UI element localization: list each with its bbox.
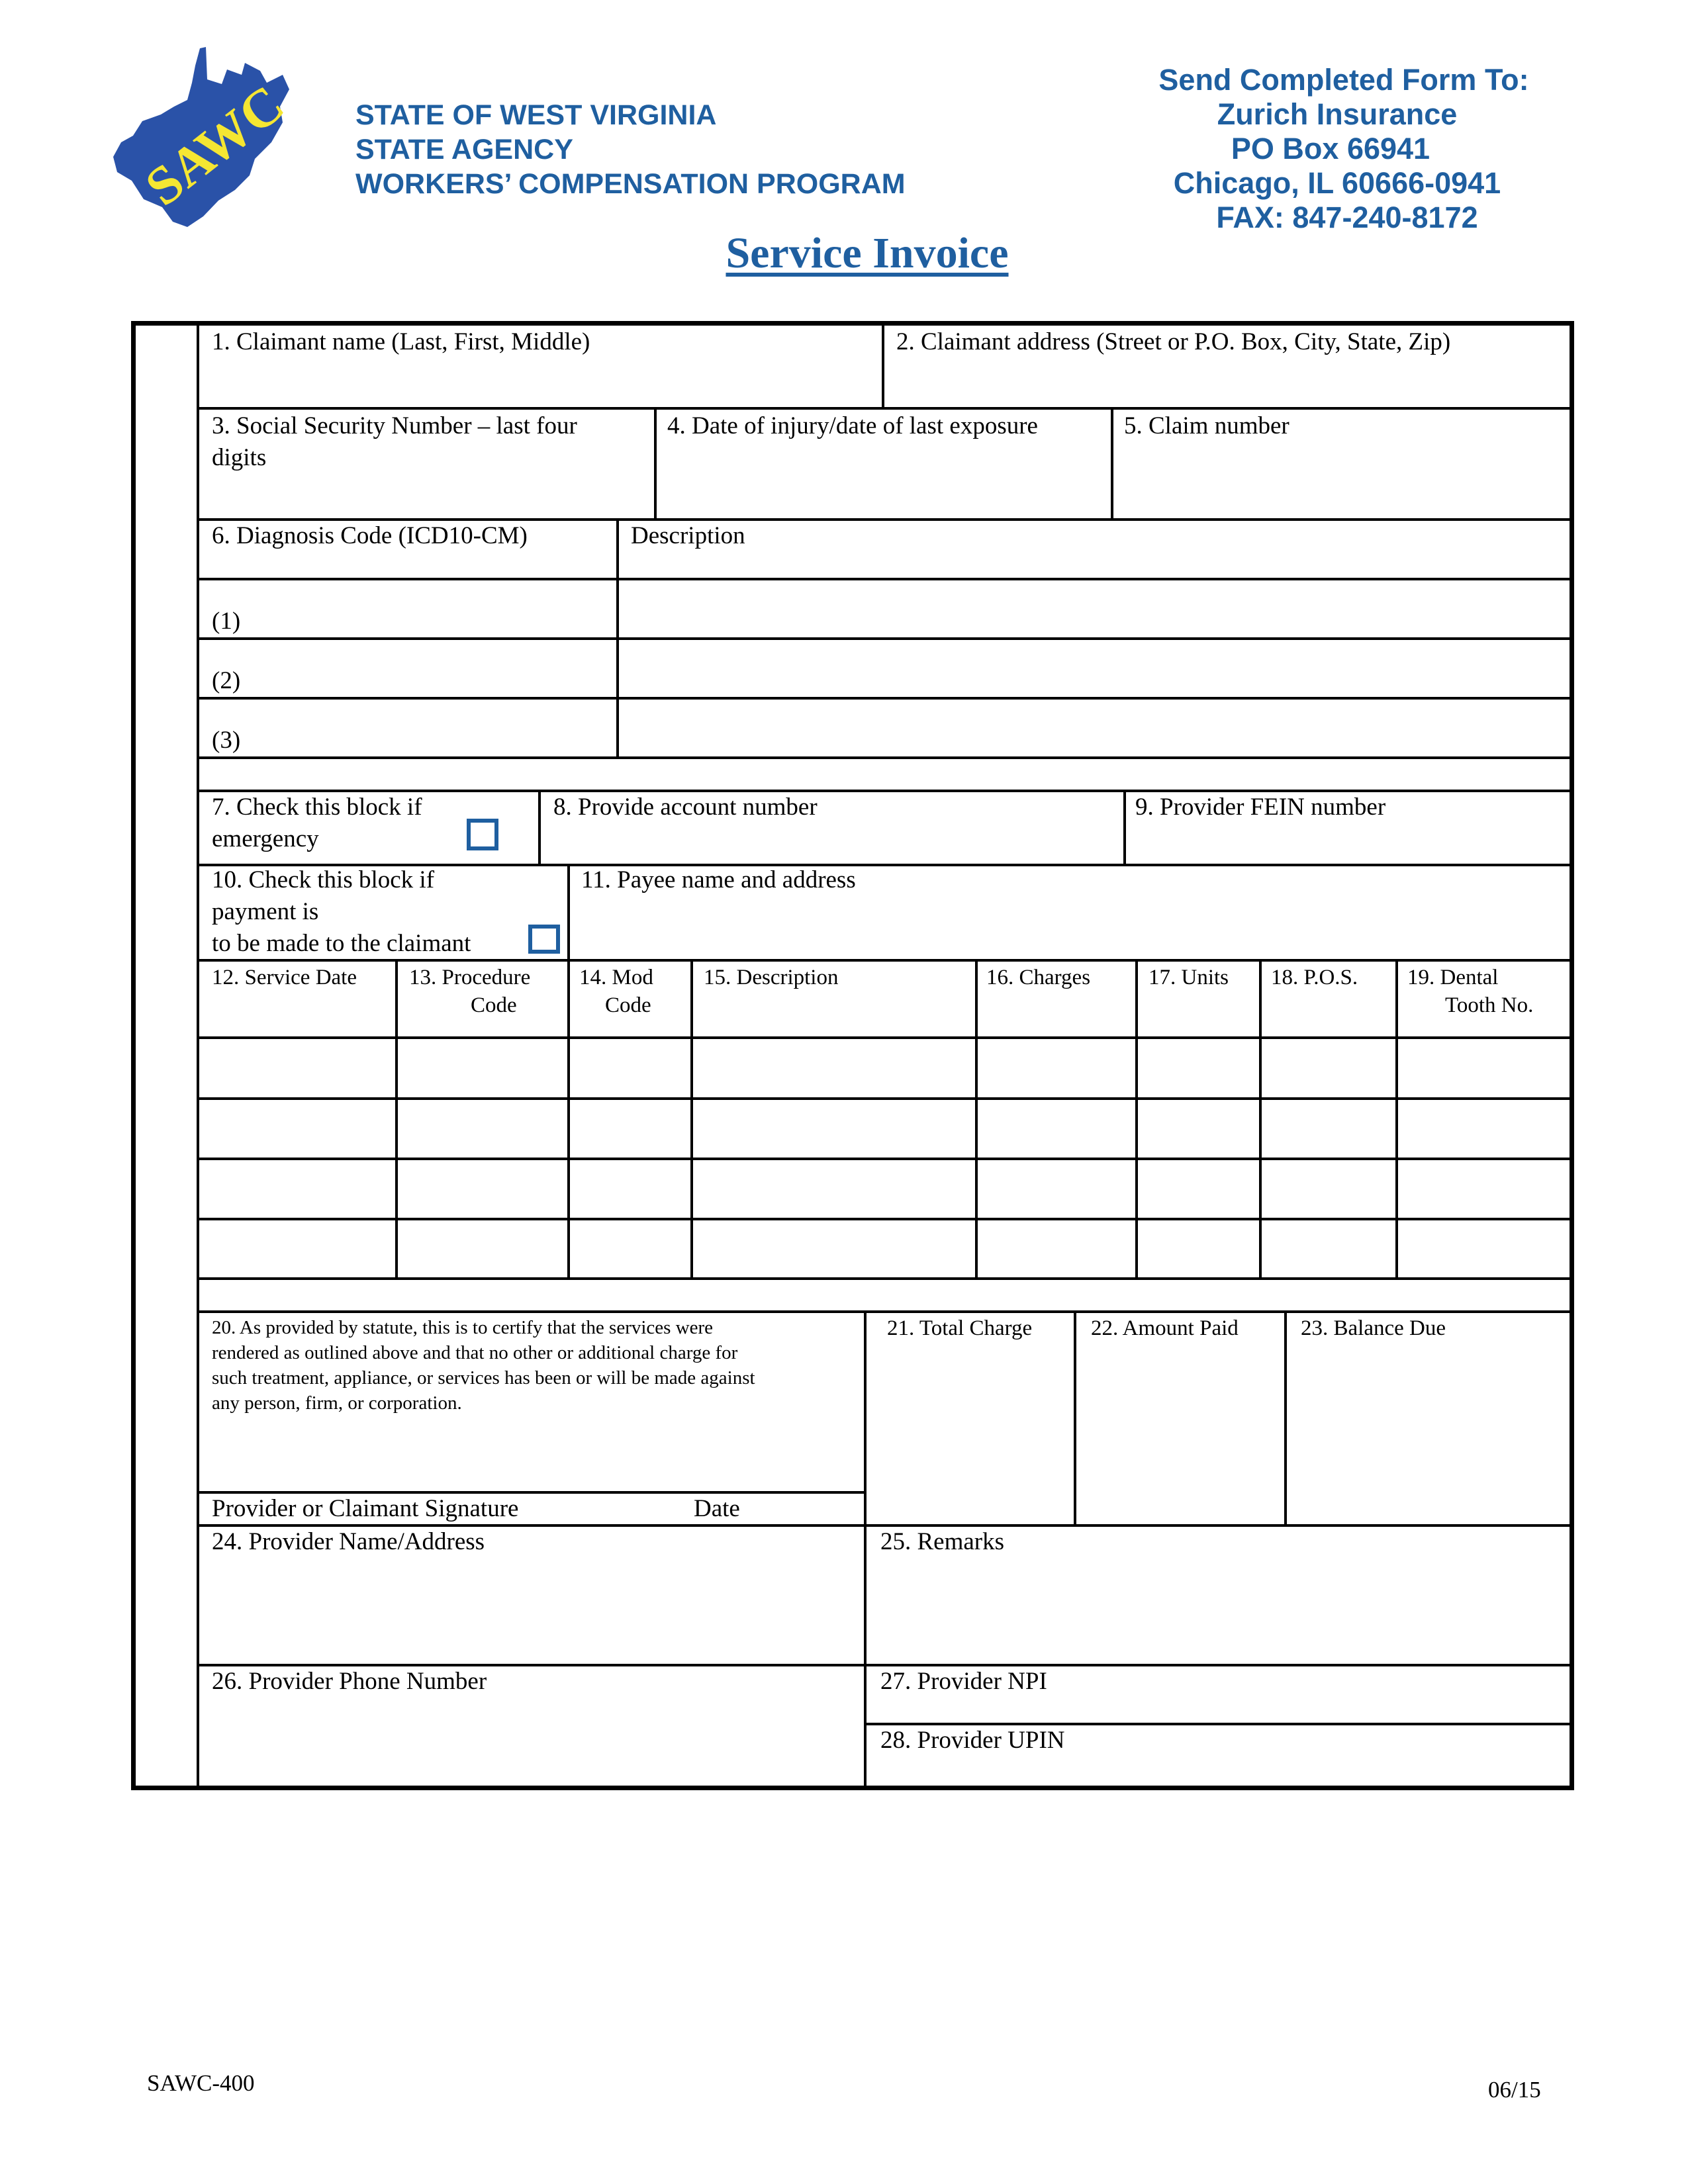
diagnosis-desc-2-field[interactable]: [619, 640, 1570, 697]
charges-header: 16. Charges: [986, 966, 1091, 989]
table-row[interactable]: [199, 1160, 1570, 1218]
agency-name-line2: STATE AGENCY: [355, 134, 573, 165]
certification-text-line2: rendered as outlined above and that no other or additional charge for: [212, 1342, 738, 1363]
provider-npi-label: 27. Provider NPI: [880, 1668, 1047, 1695]
mod-code-header-line1: 14. Mod: [579, 966, 653, 989]
diagnosis-code-3-field[interactable]: [199, 700, 616, 756]
emergency-checkbox[interactable]: [467, 819, 498, 850]
mod-code-header-line2: Code: [605, 993, 651, 1017]
table-row[interactable]: [199, 1100, 1570, 1158]
ssn-label-line1: 3. Social Security Number – last four: [212, 412, 577, 439]
units-header: 17. Units: [1149, 966, 1229, 989]
agency-name-line3: WORKERS’ COMPENSATION PROGRAM: [355, 168, 906, 200]
diagnosis-desc-1-field[interactable]: [619, 580, 1570, 637]
diagnosis-desc-3-field[interactable]: [619, 700, 1570, 756]
diagnosis-code-2-field[interactable]: [199, 640, 616, 697]
payment-to-claimant-label-line1: 10. Check this block if: [212, 866, 435, 893]
diagnosis-row-2-label: (2): [212, 667, 241, 694]
amount-paid-field[interactable]: [1076, 1313, 1284, 1524]
agency-name-line1: STATE OF WEST VIRGINIA: [355, 99, 717, 131]
rule: [197, 1277, 1571, 1280]
provider-upin-label: 28. Provider UPIN: [880, 1727, 1065, 1754]
total-charge-label: 21. Total Charge: [887, 1316, 1033, 1340]
date-of-injury-label: 4. Date of injury/date of last exposure: [667, 412, 1038, 439]
procedure-code-header-line2: Code: [471, 993, 517, 1017]
page-title: Service Invoice: [726, 229, 1009, 277]
certification-text-line4: any person, firm, or corporation.: [212, 1392, 462, 1414]
dental-tooth-header-line1: 19. Dental: [1407, 966, 1499, 989]
emergency-label-line1: 7. Check this block if: [212, 794, 422, 821]
provider-name-address-label: 24. Provider Name/Address: [212, 1528, 485, 1555]
diagnosis-row-3-label: (3): [212, 727, 241, 754]
form-border-left: [131, 321, 136, 1790]
payment-to-claimant-label-line3: to be made to the claimant: [212, 930, 471, 957]
form-border-right: [1570, 321, 1574, 1790]
ssn-label-line2: digits: [212, 444, 267, 471]
send-to-heading: Send Completed Form To:: [1158, 63, 1529, 97]
description-header: 15. Description: [704, 966, 839, 989]
diagnosis-description-label: Description: [631, 522, 745, 549]
table-row[interactable]: [199, 1039, 1570, 1097]
claimant-name-label: 1. Claimant name (Last, First, Middle): [212, 328, 590, 355]
payment-to-claimant-checkbox[interactable]: [528, 925, 560, 954]
procedure-code-header-line1: 13. Procedure: [409, 966, 531, 989]
signature-label: Provider or Claimant Signature: [212, 1495, 519, 1522]
payment-to-claimant-label-line2: payment is: [212, 898, 319, 925]
form-border-bottom: [131, 1786, 1574, 1790]
emergency-label-line2: emergency: [212, 825, 319, 852]
service-date-header: 12. Service Date: [212, 966, 357, 989]
claim-number-label: 5. Claim number: [1124, 412, 1289, 439]
remarks-label: 25. Remarks: [880, 1528, 1005, 1555]
send-to-po-box: PO Box 66941: [1231, 132, 1430, 165]
signature-date-label: Date: [694, 1495, 740, 1522]
logo-text: SAWC: [134, 73, 295, 218]
send-to-fax: FAX: 847-240-8172: [1216, 201, 1478, 234]
form-revision: 06/15: [1488, 2077, 1541, 2103]
payee-name-address-label: 11. Payee name and address: [581, 866, 856, 893]
fein-number-label: 9. Provider FEIN number: [1135, 794, 1386, 821]
certification-text-line1: 20. As provided by statute, this is to certify that the services were: [212, 1317, 714, 1338]
diagnosis-code-label: 6. Diagnosis Code (ICD10-CM): [212, 522, 528, 549]
send-to-city: Chicago, IL 60666-0941: [1173, 166, 1501, 200]
balance-due-field[interactable]: [1287, 1313, 1570, 1524]
table-row[interactable]: [199, 1220, 1570, 1277]
certification-text-line3: such treatment, appliance, or services has been or will be made against: [212, 1367, 755, 1388]
send-to-company: Zurich Insurance: [1217, 97, 1458, 131]
sawc-logo: [109, 43, 341, 235]
diagnosis-row-1-label: (1): [212, 608, 241, 635]
claimant-address-label: 2. Claimant address (Street or P.O. Box, City, State, Zip): [896, 328, 1451, 355]
form-border-top: [131, 321, 1574, 326]
provider-phone-label: 26. Provider Phone Number: [212, 1668, 487, 1695]
diagnosis-code-1-field[interactable]: [199, 580, 616, 637]
amount-paid-label: 22. Amount Paid: [1091, 1316, 1239, 1340]
balance-due-label: 23. Balance Due: [1301, 1316, 1446, 1340]
account-number-label: 8. Provide account number: [553, 794, 818, 821]
form-id: SAWC-400: [147, 2070, 255, 2096]
pos-header: 18. P.O.S.: [1271, 966, 1358, 989]
rule: [197, 756, 1571, 759]
dental-tooth-header-line2: Tooth No.: [1445, 993, 1534, 1017]
total-charge-field[interactable]: [867, 1313, 1074, 1524]
